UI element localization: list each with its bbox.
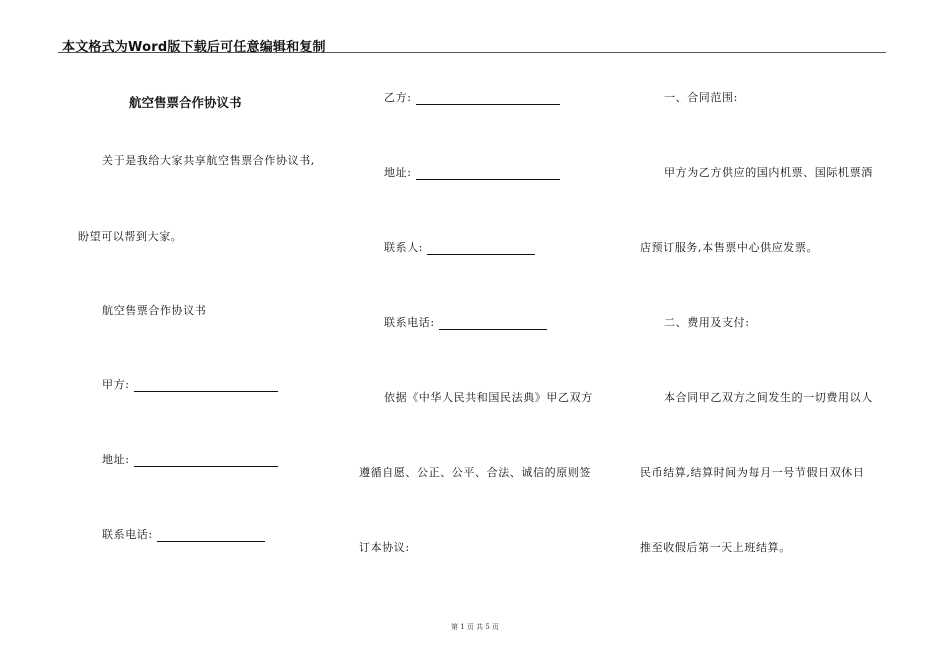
- basis-line-2: 遵循自愿、公正、公平、合法、诚信的原则签: [359, 466, 591, 479]
- party-b-contact-field: [384, 241, 535, 255]
- party-b-phone-label: 联系电话:: [384, 316, 435, 329]
- document-header-banner: 本文格式为Word版下载后可任意编辑和复制: [62, 40, 326, 55]
- party-a-address-field: [102, 453, 278, 467]
- scope-line-1: 甲方为乙方供应的国内机票、国际机票酒: [664, 166, 873, 179]
- party-b-address-field: [384, 166, 560, 180]
- party-a-field: [102, 378, 278, 392]
- fee-line-1: 本合同甲乙双方之间发生的一切费用以人: [664, 391, 873, 404]
- party-b-contact-label: 联系人:: [384, 241, 424, 254]
- party-a-address-blank[interactable]: [134, 454, 278, 467]
- basis-line-1: 依据《中华人民共和国民法典》甲乙双方: [384, 391, 593, 404]
- page-number: 第 1 页 共 5 页: [450, 623, 500, 631]
- basis-line-3: 订本协议:: [359, 541, 410, 554]
- party-a-label: 甲方:: [102, 378, 130, 391]
- fee-line-3: 推至收假后第一天上班结算。: [640, 541, 791, 554]
- party-b-contact-blank[interactable]: [427, 242, 535, 255]
- section-subtitle: 航空售票合作协议书: [102, 304, 207, 317]
- party-b-phone-field: [384, 316, 547, 330]
- scope-line-2: 店预订服务,本售票中心供应发票。: [640, 241, 819, 254]
- party-a-blank[interactable]: [134, 379, 278, 392]
- party-a-phone-field: [102, 528, 265, 542]
- header-divider: [58, 52, 886, 53]
- party-a-phone-label: 联系电话:: [102, 528, 153, 541]
- party-b-blank[interactable]: [416, 92, 560, 105]
- party-a-address-label: 地址:: [102, 453, 130, 466]
- fee-line-2: 民币结算,结算时间为每月一号节假日双休日: [640, 466, 865, 479]
- party-b-field: [384, 91, 560, 105]
- intro-line-2: 盼望可以帮到大家。: [78, 230, 183, 243]
- section-1-heading: 一、合同范围:: [664, 91, 738, 104]
- party-b-label: 乙方:: [384, 91, 412, 104]
- party-b-address-label: 地址:: [384, 166, 412, 179]
- party-a-phone-blank[interactable]: [157, 529, 265, 542]
- section-2-heading: 二、费用及支付:: [664, 316, 750, 329]
- party-b-phone-blank[interactable]: [439, 317, 547, 330]
- intro-line-1: 关于是我给大家共享航空售票合作协议书,: [102, 154, 315, 167]
- party-b-address-blank[interactable]: [416, 167, 560, 180]
- document-title: 航空售票合作协议书: [129, 95, 242, 110]
